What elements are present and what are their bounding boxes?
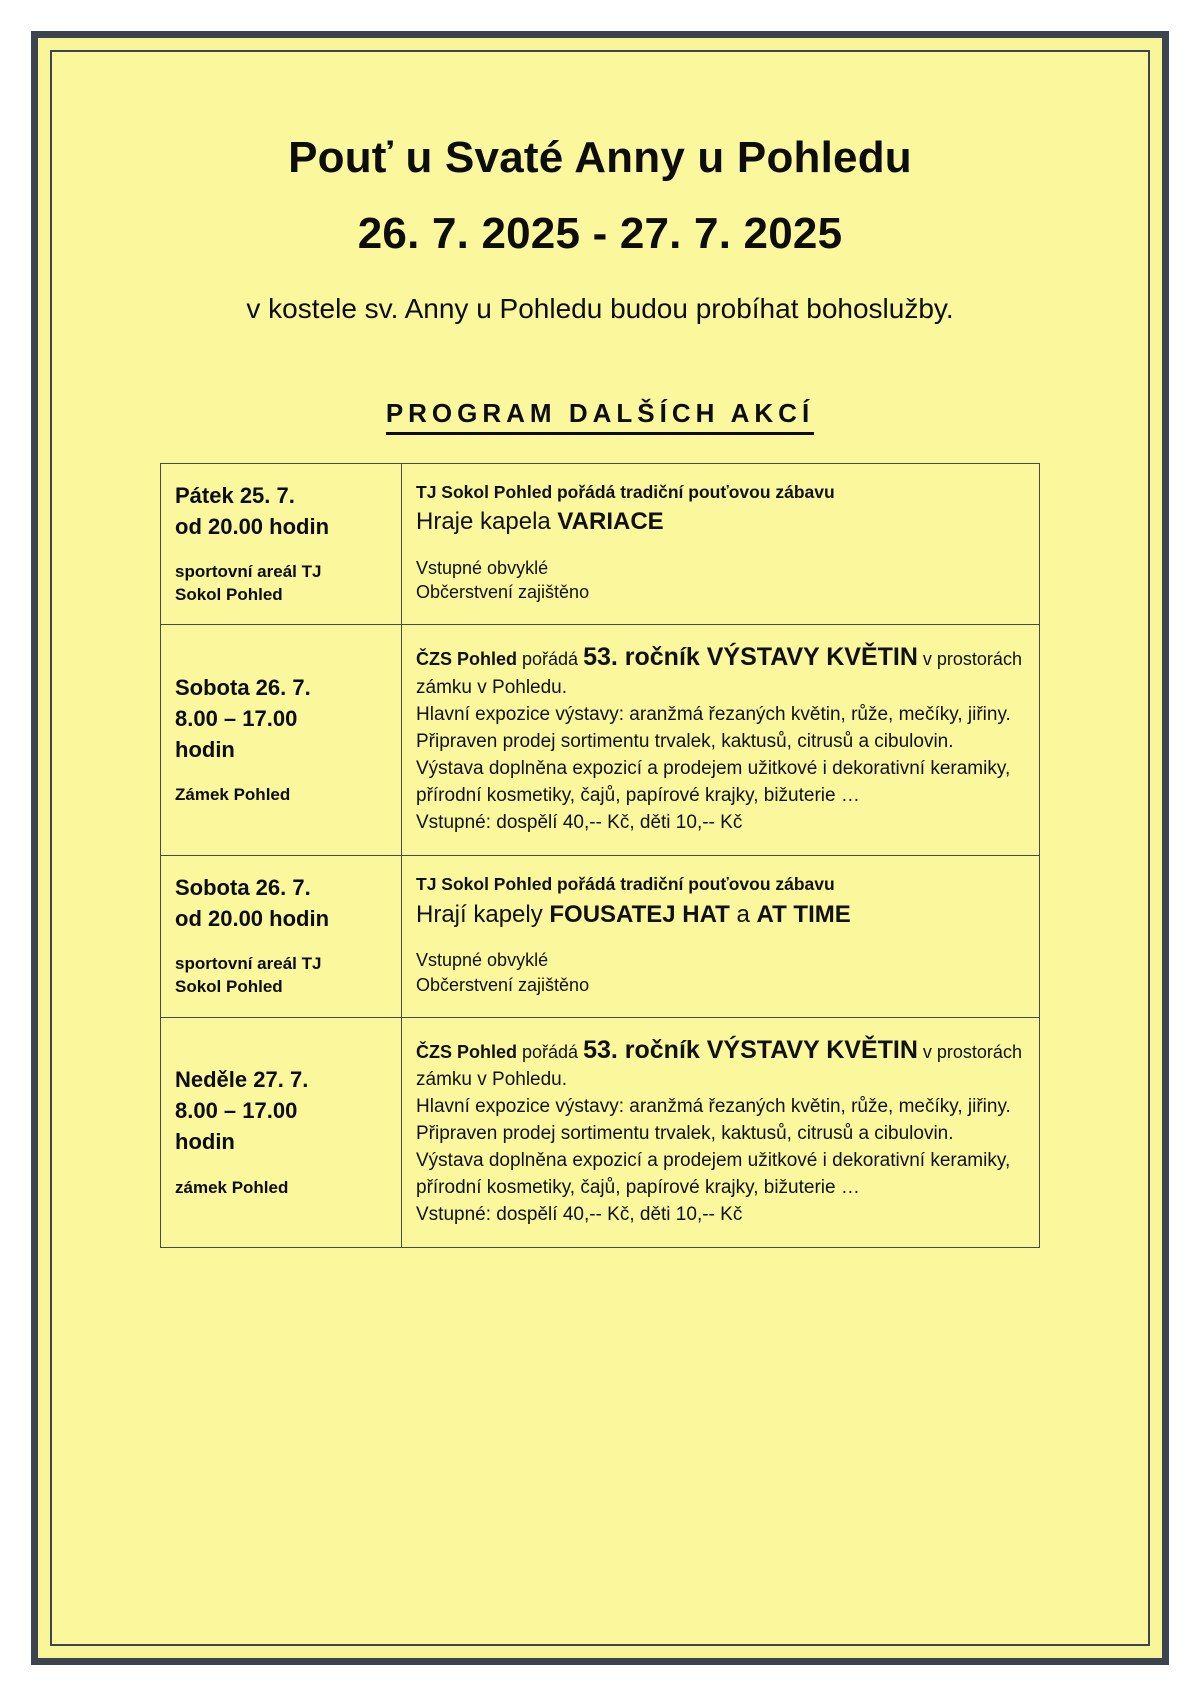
exhibition-line-2: zámku v Pohledu. (416, 677, 568, 699)
event-organizer: TJ Sokol Pohled pořádá tradiční pouťovou zábavu (416, 481, 835, 502)
when-line-1: Pátek 25. 7. (175, 482, 295, 508)
when-line-2: od 20.00 hodin (175, 513, 330, 539)
when-line-1: Sobota 26. 7. (175, 874, 311, 900)
band-prefix: Hraje kapela (416, 508, 558, 536)
when-line-3: hodin (175, 737, 235, 763)
extra-line-2: Občerstvení zajištěno (416, 582, 590, 603)
when-line-2: od 20.00 hodin (175, 906, 330, 932)
extra-line-1: Vstupné obvyklé (416, 557, 549, 578)
exhibition-admission: Vstupné: dospělí 40,-- Kč, děti 10,-- Kč (416, 811, 743, 833)
exhibition-title: 53. ročník VÝSTAVY KVĚTIN (583, 643, 918, 672)
band-name-2: AT TIME (756, 900, 851, 928)
exhibition-line-5: Výstava doplněna expozicí a prodejem užitkové i dekorativní keramiky, (416, 1150, 1011, 1172)
poster-frame (31, 31, 1169, 1665)
schedule-when-cell (161, 625, 402, 856)
table-row (161, 463, 1040, 625)
exhibition-organizer: ČZS Pohled (416, 1041, 518, 1062)
schedule-detail-cell (402, 855, 1040, 1017)
exhibition-lead-tail: v prostorách (917, 1041, 1022, 1062)
exhibition-line-4: Připraven prodej sortimentu trvalek, kaktusů, citrusů a cibulovin. (416, 730, 954, 752)
extra-line-2: Občerstvení zajištěno (416, 974, 590, 995)
place-line-1: Zámek Pohled (175, 785, 291, 805)
exhibition-title: 53. ročník VÝSTAVY KVĚTIN (583, 1035, 918, 1064)
when-line-3: hodin (175, 1129, 235, 1155)
schedule-detail-cell (402, 625, 1040, 856)
event-organizer: TJ Sokol Pohled pořádá tradiční pouťovou zábavu (416, 873, 835, 894)
place-line-1: sportovní areál TJ (175, 562, 322, 582)
exhibition-lead (416, 641, 1025, 675)
place-line-1: zámek Pohled (175, 1177, 289, 1197)
when-line-1: Neděle 27. 7. (175, 1066, 309, 1092)
when-line-2: 8.00 – 17.00 (175, 1098, 298, 1124)
exhibition-lead-mid: pořádá (517, 649, 584, 670)
exhibition-lead-mid: pořádá (517, 1041, 584, 1062)
exhibition-line-2: zámku v Pohledu. (416, 1069, 568, 1091)
exhibition-line-5: Výstava doplněna expozicí a prodejem užitkové i dekorativní keramiky, (416, 757, 1011, 779)
event-band-line (416, 506, 1025, 537)
table-row (161, 625, 1040, 856)
poster-header (52, 52, 1148, 326)
page-title: Pouť u Svaté Anny u Pohledu (288, 133, 912, 182)
event-band-line (416, 899, 1025, 930)
table-row (161, 855, 1040, 1017)
page-title-dates: 26. 7. 2025 - 27. 7. 2025 (357, 209, 843, 258)
exhibition-line-3: Hlavní expozice výstavy: aranžmá řezaných květin, růže, mečíky, jiřiny. (416, 1096, 1011, 1118)
page-subtitle: v kostele sv. Anny u Pohledu budou probíhat bohoslužby. (246, 293, 954, 324)
program-heading-text: PROGRAM DALŠÍCH AKCÍ (386, 398, 814, 435)
exhibition-line-6: přírodní kosmetiky, čajů, papírové krajky, bižuterie … (416, 784, 860, 806)
exhibition-organizer: ČZS Pohled (416, 649, 518, 670)
place-line-2: Sokol Pohled (175, 977, 283, 997)
place-line-1: sportovní areál TJ (175, 954, 322, 974)
exhibition-line-3: Hlavní expozice výstavy: aranžmá řezaných květin, růže, mečíky, jiřiny. (416, 704, 1011, 725)
schedule-detail-cell (402, 463, 1040, 625)
exhibition-lead (416, 1034, 1025, 1068)
table-row (161, 1017, 1040, 1248)
place-line-2: Sokol Pohled (175, 585, 283, 605)
schedule-when-cell (161, 463, 402, 625)
exhibition-admission: Vstupné: dospělí 40,-- Kč, děti 10,-- Kč (416, 1204, 743, 1226)
program-table (160, 463, 1040, 1249)
schedule-when-cell (161, 855, 402, 1017)
schedule-when-cell (161, 1017, 402, 1248)
exhibition-lead-tail: v prostorách (917, 649, 1022, 670)
poster-inner-border (50, 50, 1150, 1646)
program-heading (52, 398, 1148, 429)
band-separator: a (729, 900, 757, 928)
poster-sheet (52, 52, 1148, 1644)
exhibition-line-6: přírodní kosmetiky, čajů, papírové krajky, bižuterie … (416, 1177, 860, 1199)
event-extra (416, 556, 1025, 606)
schedule-detail-cell (402, 1017, 1040, 1248)
event-extra (416, 948, 1025, 998)
when-line-2: 8.00 – 17.00 (175, 705, 298, 731)
when-line-1: Sobota 26. 7. (175, 674, 311, 700)
band-name-1: VARIACE (557, 508, 664, 536)
band-name-1: FOUSATEJ HAT (549, 900, 730, 928)
band-prefix: Hrají kapely (416, 900, 550, 928)
extra-line-1: Vstupné obvyklé (416, 949, 549, 970)
exhibition-line-4: Připraven prodej sortimentu trvalek, kaktusů, citrusů a cibulovin. (416, 1123, 954, 1145)
